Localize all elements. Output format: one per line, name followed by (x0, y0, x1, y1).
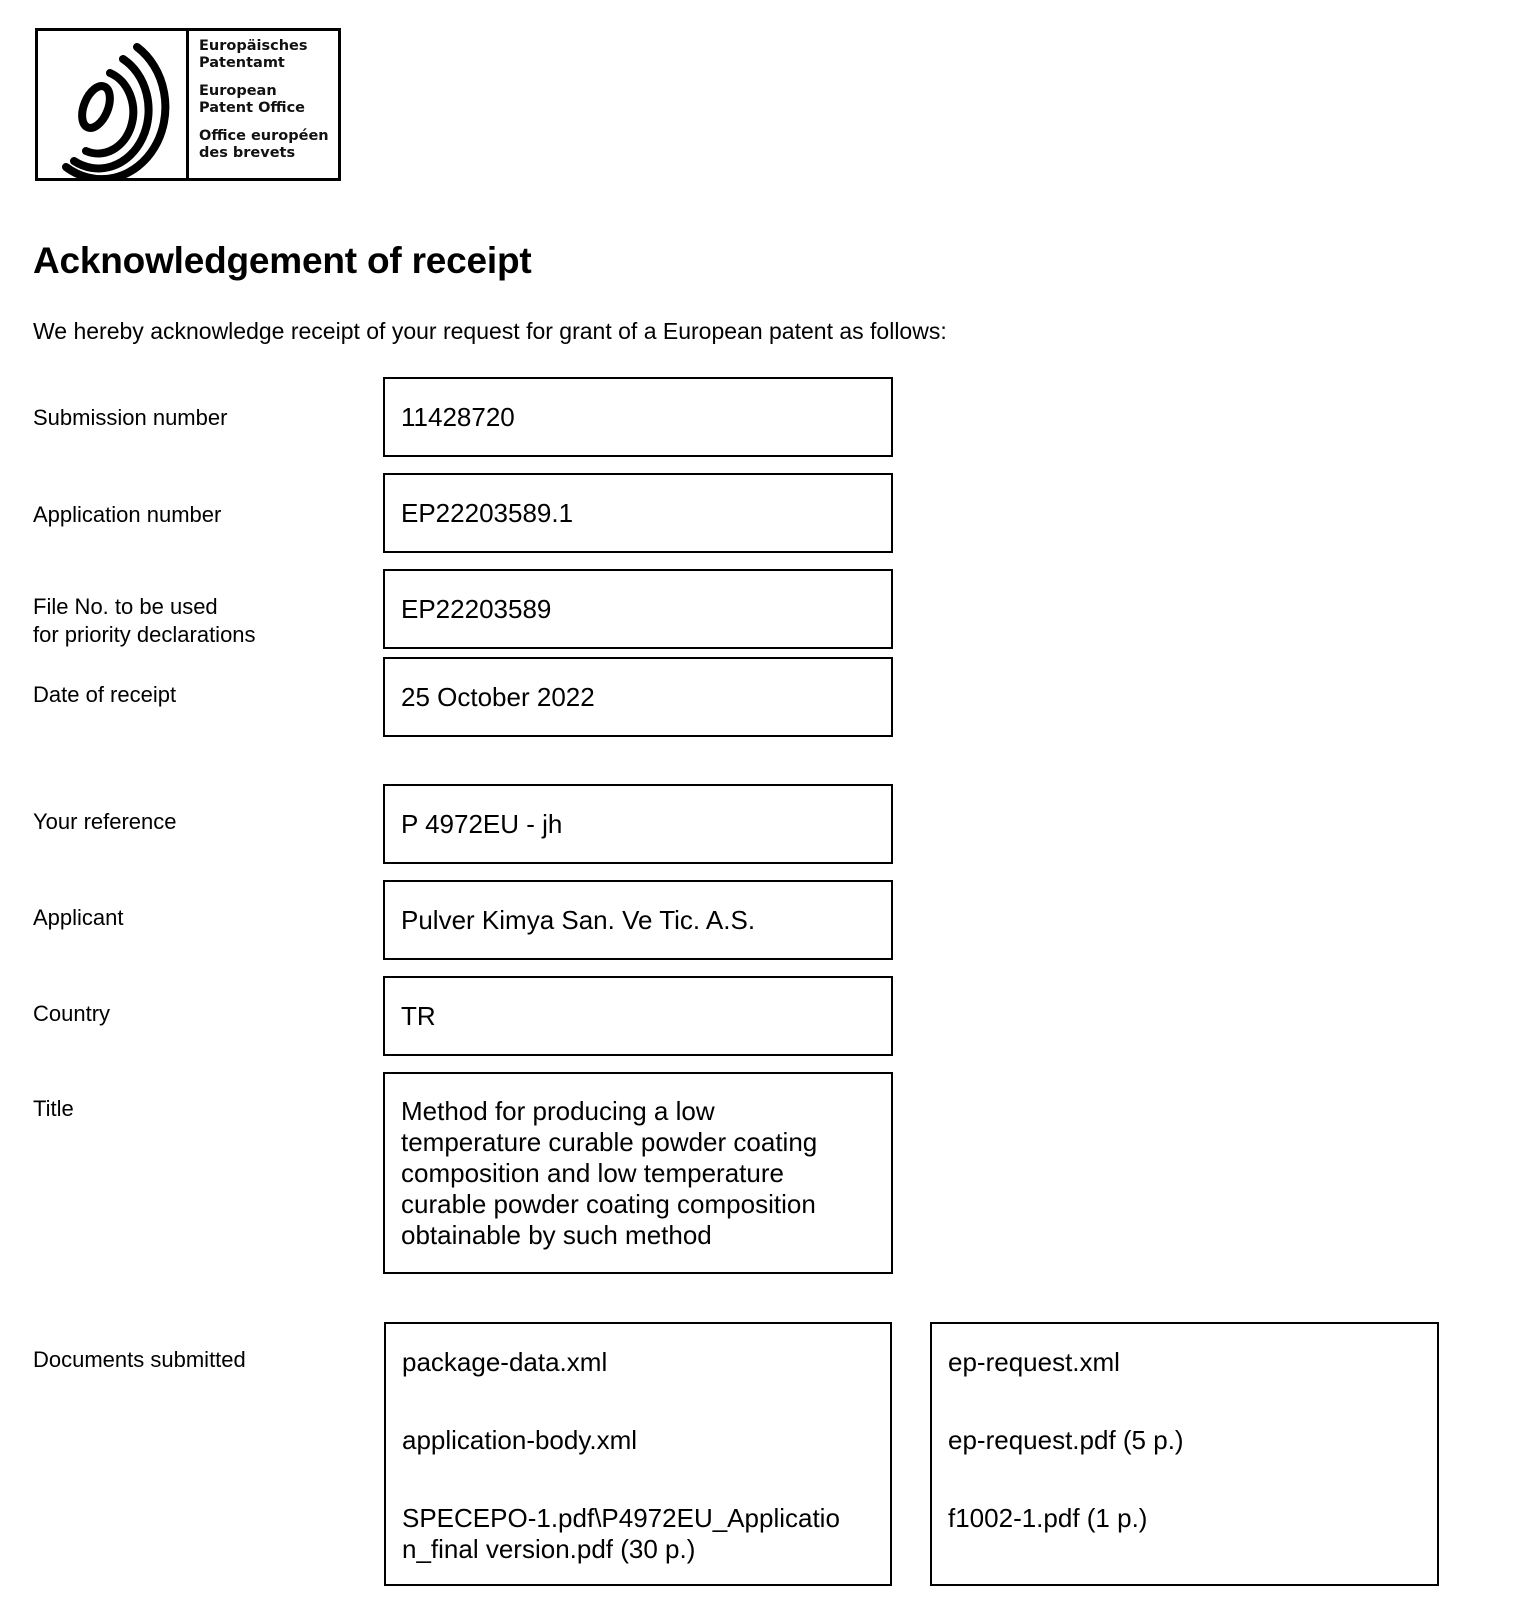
application-number-value: EP22203589.1 (401, 497, 574, 528)
documents-right-box (930, 1322, 1439, 1586)
logo-line-en-2: Patent Office (199, 100, 306, 116)
page-title: Acknowledgement of receipt (33, 240, 532, 281)
title-value-line: temperature curable powder coating (401, 1127, 818, 1157)
applicant-value: Pulver Kimya San. Ve Tic. A.S. (401, 904, 756, 935)
your-reference-value: P 4972EU - jh (401, 808, 563, 839)
documents-submitted-label: Documents submitted (33, 1347, 246, 1372)
file-no-value: EP22203589 (401, 593, 552, 624)
date-of-receipt-field (383, 657, 893, 737)
title-field (383, 1072, 893, 1274)
title-label: Title (33, 1096, 74, 1121)
intro-text: We hereby acknowledge receipt of your request for grant of a European patent as follows: (33, 318, 947, 344)
document-item: f1002-1.pdf (1 p.) (948, 1503, 1148, 1533)
title-value-line: curable powder coating composition (401, 1189, 816, 1219)
epo-logo (35, 28, 341, 181)
title-value-line: Method for producing a low (401, 1096, 715, 1126)
country-value: TR (401, 1000, 436, 1031)
logo-line-fr-1: Office européen (199, 128, 329, 144)
country-field (383, 976, 893, 1056)
your-reference-label: Your reference (33, 809, 177, 834)
file-no-field (383, 569, 893, 649)
logo-line-de-1: Europäisches (199, 38, 308, 54)
applicant-field (383, 880, 893, 960)
logo-line-de-2: Patentamt (199, 55, 285, 71)
title-value-line: obtainable by such method (401, 1220, 712, 1250)
documents-left-box (384, 1322, 892, 1586)
file-no-label-line2: for priority declarations (33, 622, 256, 647)
date-of-receipt-label: Date of receipt (33, 682, 177, 707)
application-number-field (383, 473, 893, 553)
document-item: ep-request.xml (948, 1347, 1120, 1377)
submission-number-value: 11428720 (401, 401, 515, 432)
country-label: Country (33, 1001, 111, 1026)
document-item: SPECEPO-1.pdf\P4972EU_Applicatio (402, 1503, 840, 1533)
submission-number-label: Submission number (33, 405, 228, 430)
title-value-line: composition and low temperature (401, 1158, 784, 1188)
document-item: ep-request.pdf (5 p.) (948, 1425, 1184, 1455)
application-number-label: Application number (33, 502, 222, 527)
logo-line-fr-2: des brevets (199, 145, 296, 161)
document-item: package-data.xml (402, 1347, 608, 1377)
applicant-label: Applicant (33, 905, 124, 930)
epo-logo-text (189, 31, 338, 178)
logo-line-en-1: European (199, 83, 277, 99)
document-item: application-body.xml (402, 1425, 638, 1455)
submission-number-field (383, 377, 893, 457)
your-reference-field (383, 784, 893, 864)
epo-emblem-icon (38, 31, 189, 178)
file-no-label-line1: File No. to be used (33, 594, 218, 619)
date-of-receipt-value: 25 October 2022 (401, 681, 595, 712)
document-item: n_final version.pdf (30 p.) (402, 1534, 696, 1564)
